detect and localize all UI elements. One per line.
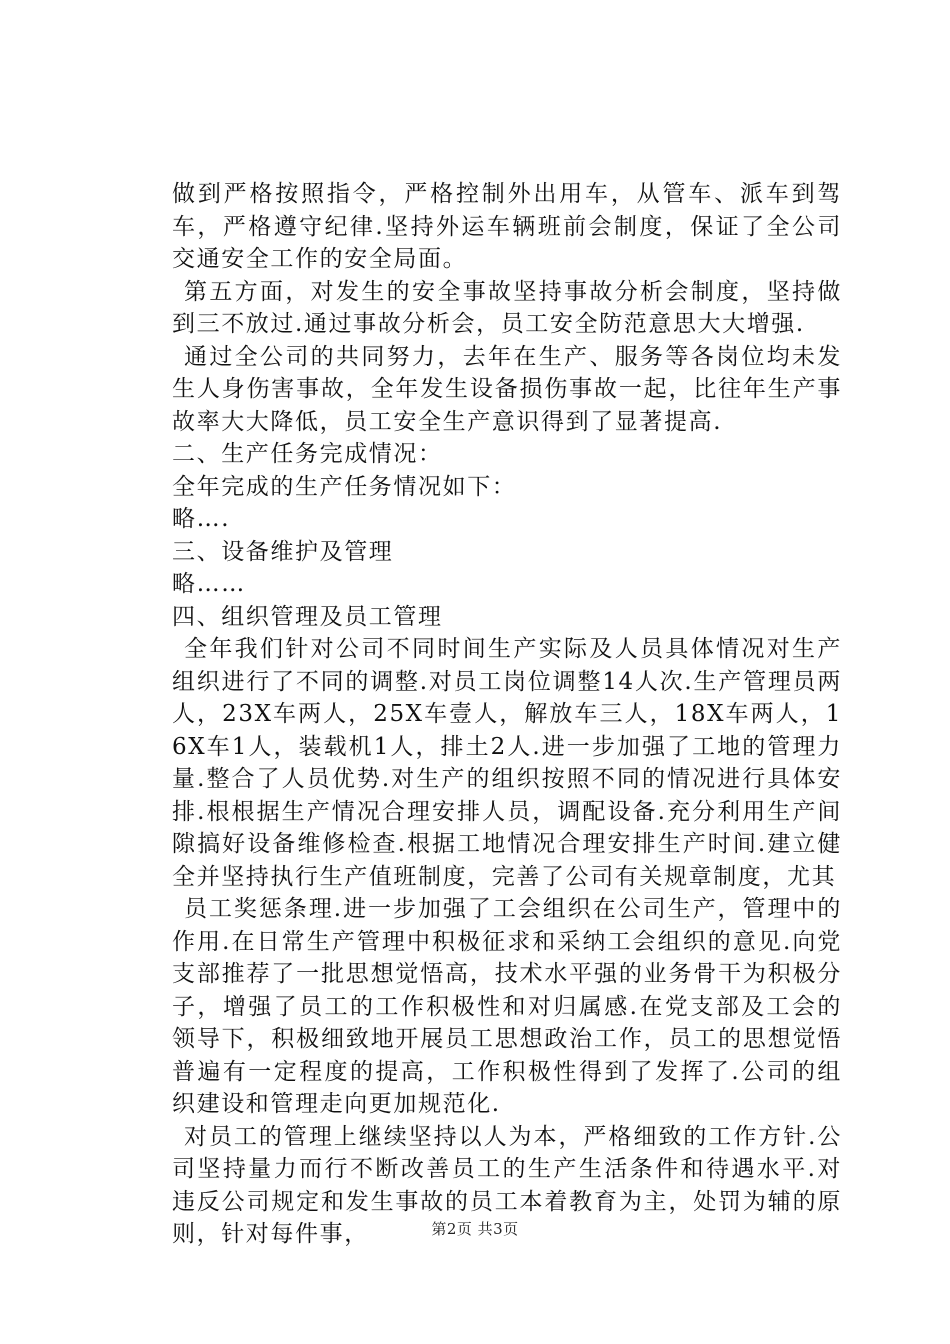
page-footer: 第2页 共3页 <box>431 1220 519 1238</box>
paragraph-union-role: 员工奖惩条理.进一步加强了工会组织在公司生产，管理中的作用.在日常生产管理中积极征求和采纳工会组织的意见.向党支部推荐了一批思想觉悟高，技术水平强的业务骨干为积极分子，增强了员工的工作积极性和对归属感.在党支部及工会的领导下，积极细致地开展员工思想政治工作，员工的思想觉悟普遍有一定程度的提高，工作积极性得到了发挥了.公司的组织建设和管理走向更加规范化. <box>172 896 842 1117</box>
heading-production-tasks: 二、生产任务完成情况： <box>172 441 443 467</box>
paragraph-omitted-2: 略…… <box>172 571 246 597</box>
paragraph-transport-safety: 做到严格按照指令，严格控制外出用车，从管车、派车到驾车，严格遵守纪律.坚持外运车辆班前会制度，保证了全公司交通安全工作的安全局面。 <box>172 181 842 272</box>
heading-organization-management: 四、组织管理及员工管理 <box>172 603 443 630</box>
document-body <box>172 178 842 1251</box>
paragraph-staff-adjustment: 全年我们针对公司不同时间生产实际及人员具体情况对生产组织进行了不同的调整.对员工岗位调整14人次.生产管理员两人，23X车两人，25X车壹人，解放车三人，18X车两人，16X车1人，装载机1人，排土2人.进一步加强了工地的管理力量.整合了人员优势.对生产的组织按照不同的情况进行具体安排.根根据生产情况合理安排人员，调配设备.充分利用生产间隙搞好设备维修检查.根据工地情况合理安排生产时间.建立健全并坚持执行生产值班制度，完善了公司有关规章制度，尤其 <box>172 636 842 890</box>
paragraph-production-intro: 全年完成的生产任务情况如下： <box>172 473 517 500</box>
paragraph-safety-results: 通过全公司的共同努力，去年在生产、服务等各岗位均未发生人身伤害事故，全年发生设备损伤事故一起，比往年生产事故率大大降低，员工安全生产意识得到了显著提高. <box>172 343 842 435</box>
paragraph-omitted-1: 略…. <box>172 506 231 532</box>
paragraph-accident-analysis: 第五方面，对发生的安全事故坚持事故分析会制度，坚持做到三不放过.通过事故分析会，员工安全防范意思大大增强. <box>172 278 842 337</box>
heading-equipment-maintenance: 三、设备维护及管理 <box>172 538 394 565</box>
paragraph-employee-management: 对员工的管理上继续坚持以人为本，严格细致的工作方针.公司坚持量力而行不断改善员工的生产生活条件和待遇水平.对违反公司规定和发生事故的员工本着教育为主，处罚为辅的原则，针对每件事， <box>172 1123 842 1247</box>
